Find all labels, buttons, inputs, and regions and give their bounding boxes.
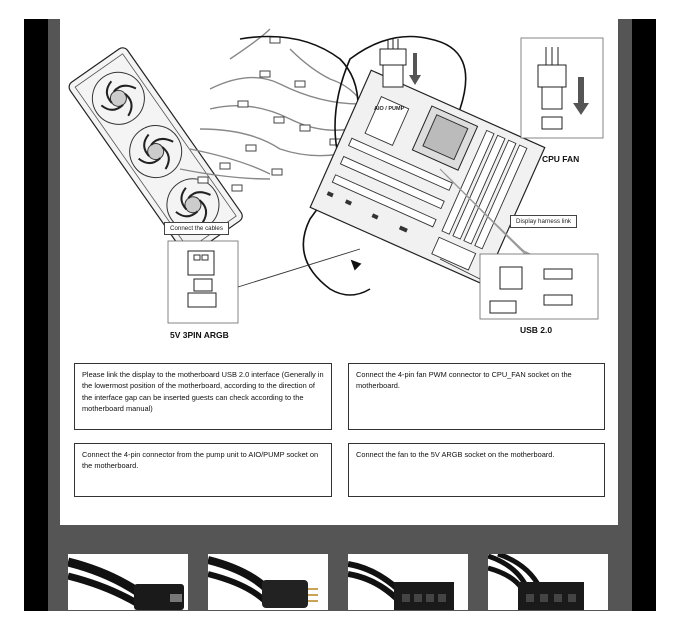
aio-pump-connector-icon	[380, 39, 421, 87]
thumbnail-argb-plug	[208, 554, 328, 610]
4pin-fan-connector-photo-icon	[488, 554, 608, 610]
connect-cables-label: Connect the cables	[164, 222, 229, 235]
thumbnail-argb-connector	[68, 554, 188, 610]
instruction-argb: Connect the fan to the 5V ARGB socket on the motherboard.	[348, 443, 605, 497]
instruction-usb: Please link the display to the motherboard USB 2.0 interface (Generally in the lowermost position of the motherboard, according to the direction of the interface gap can be inserted guests can check according to the motherboard manual)	[74, 363, 332, 430]
motherboard-icon	[310, 70, 545, 284]
argb-label: 5V 3PIN ARGB	[170, 330, 229, 340]
instruction-aio-pump: Connect the 4-pin connector from the pump unit to AIO/PUMP socket on the motherboard.	[74, 443, 332, 497]
aio-pump-label: AIO / PUMP	[374, 106, 405, 112]
thumbnail-4pin-fan-connector	[488, 554, 608, 610]
usb-label: USB 2.0	[520, 325, 553, 335]
manual-sheet	[60, 19, 618, 525]
thumbnail-4pin-connector	[348, 554, 468, 610]
display-harness-label: Display harness link	[510, 215, 577, 228]
argb-plug-photo-icon	[208, 554, 328, 610]
4pin-connector-photo-icon	[348, 554, 468, 610]
argb-connector-photo-icon	[68, 554, 188, 610]
cpu-fan-label: CPU FAN	[542, 154, 580, 164]
instruction-cpu-fan: Connect the 4-pin fan PWM connector to CPU_FAN socket on the motherboard.	[348, 363, 605, 430]
